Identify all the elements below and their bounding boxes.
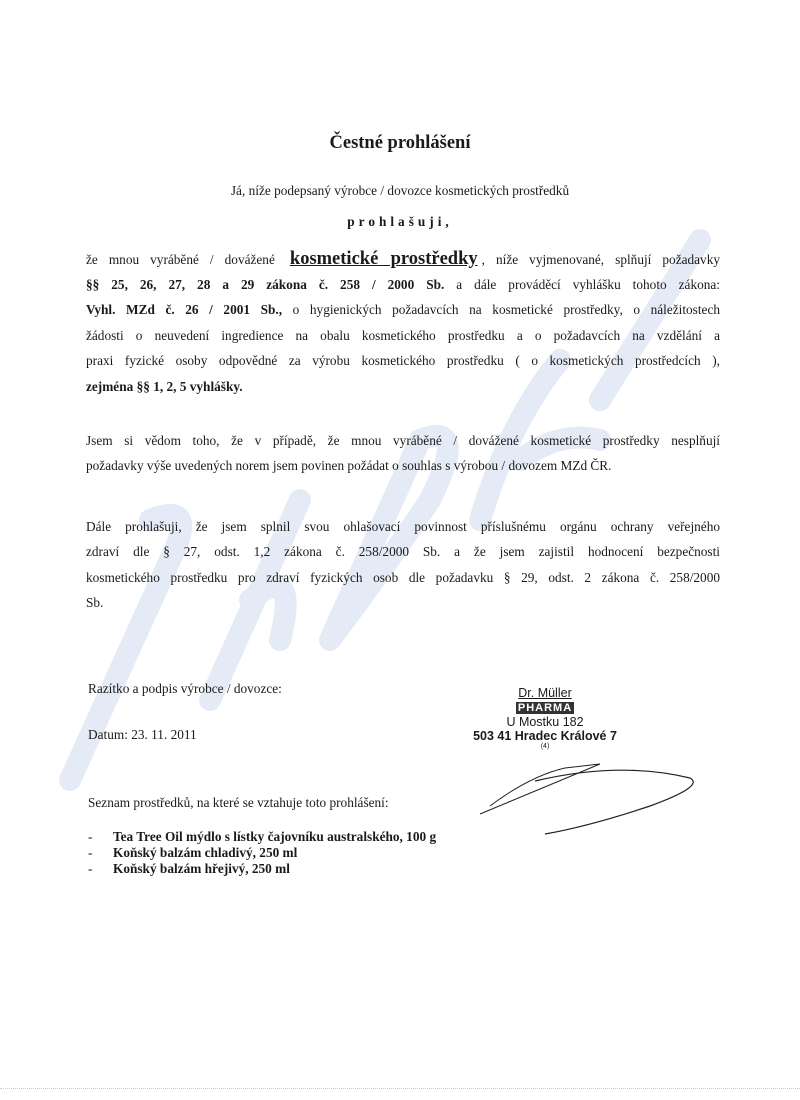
- date: Datum: 23. 11. 2011: [88, 727, 197, 742]
- decree-ref: Vyhl. MZd č. 26 / 2001 Sb.,: [86, 302, 283, 317]
- para1-line5: praxi fyzické osoby odpovědné za výrobu kosmetického prostředku ( o kosmetických prostředcích ),: [86, 353, 720, 368]
- stamp-label: Razítko a podpis výrobce / dovozce:: [88, 681, 282, 696]
- list-item: [88, 829, 436, 844]
- intro-text: Já, níže podepsaný výrobce / dovozce kosmetických prostředků: [230, 183, 570, 198]
- para1-line2: [86, 277, 720, 292]
- stamp-name: Dr. Müller: [518, 686, 572, 700]
- bullet: -: [88, 861, 93, 876]
- para1-line1: [86, 248, 720, 271]
- para3-line4: Sb.: [86, 595, 104, 610]
- stamp-street: U Mostku 182: [506, 715, 584, 729]
- stamp-code: (4): [540, 743, 550, 750]
- declare-text: prohlašuji,: [347, 214, 453, 229]
- bullet: -: [88, 845, 93, 860]
- signature: [470, 756, 730, 836]
- para1-line4: žádosti o neuvedení ingredience na obalu kosmetického prostředku a o požadavcích na vzdělání a: [86, 328, 720, 343]
- text: že mnou vyráběné / dovážené: [86, 252, 275, 267]
- para3-line2: zdraví dle § 27, odst. 1,2 zákona č. 258/2000 Sb. a že jsem zajistil hodnocení bezpečnosti: [86, 544, 720, 559]
- page-title: Čestné prohlášení: [329, 133, 471, 153]
- product-name: Tea Tree Oil mýdlo s lístky čajovníku australského, 100 g: [113, 829, 437, 844]
- para3-line3: kosmetického prostředku pro zdraví fyzických osob dle požadavku § 29, odst. 2 zákona č. 258/2000: [86, 570, 720, 585]
- list-item: [88, 845, 297, 860]
- stamp-brand: PHARMA: [517, 702, 573, 714]
- para1-line3: [86, 302, 720, 317]
- bullet: -: [88, 829, 93, 844]
- law-ref: §§ 25, 26, 27, 28 a 29 zákona č. 258 / 2000 Sb.: [86, 277, 445, 292]
- list-item: [88, 861, 290, 876]
- product-name: Koňský balzám chladivý, 250 ml: [113, 845, 298, 860]
- product-name: Koňský balzám hřejivý, 250 ml: [113, 861, 290, 876]
- highlight-products: kosmetické prostředky: [289, 249, 478, 269]
- company-stamp: [470, 686, 620, 751]
- text: , níže vyjmenované, splňují požadavky: [481, 252, 721, 267]
- para1-line6: zejména §§ 1, 2, 5 vyhlášky.: [86, 379, 243, 394]
- para2-line1: Jsem si vědom toho, že v případě, že mnou vyráběné / dovážené kosmetické prostředky nesplňují: [86, 433, 720, 448]
- text: a dále prováděcí vyhlášku tohoto zákona:: [444, 277, 720, 292]
- para2-line2: požadavky výše uvedených norem jsem povinen požádat o souhlas s výrobou / dovozem MZd ČR.: [86, 458, 612, 473]
- list-heading: Seznam prostředků, na které se vztahuje toto prohlášení:: [88, 795, 389, 810]
- text: o hygienických požadavcích na kosmetické prostředky, o náležitostech: [282, 302, 721, 317]
- stamp-city: 503 41 Hradec Králové 7: [473, 729, 617, 743]
- scan-edge: [0, 1088, 800, 1089]
- para3-line1: Dále prohlašuji, že jsem splnil svou ohlašovací povinnost příslušnému orgánu ochrany veřejného: [86, 519, 720, 534]
